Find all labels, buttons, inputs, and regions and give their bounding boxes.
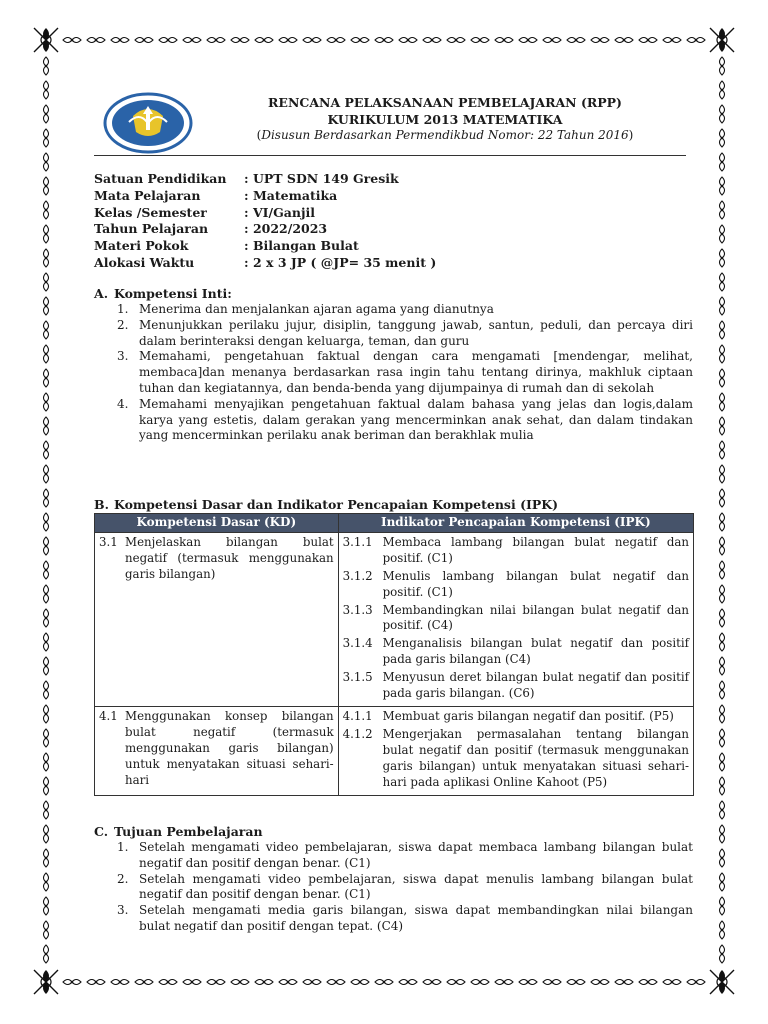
ipk-cell: [338, 706, 693, 795]
list-item: 4. Memahami menyajikan pengetahuan faktual dalam bahasa yang jelas dan logis,dalam karya yang estetis, dalam gerakan yang mencerminkan anak sehat, dan dalam tindakan yang mencerminkan perilaku anak beriman dan berakhlak mulia: [117, 396, 693, 443]
tujuan-pembelajaran-list: [117, 840, 693, 935]
kd-cell: 4.1 Menggunakan konsep bilangan bulat negatif (termasuk menggunakan garis bilangan) untuk menyatakan situasi sehari-hari: [95, 706, 339, 795]
border-ornament: [44, 945, 49, 963]
border-ornament: [183, 38, 201, 43]
section-b-heading: B. Kompetensi Dasar dan Indikator Pencapaian Kompetensi (IPK): [94, 497, 559, 512]
border-ornament: [159, 38, 177, 43]
border-ornament: [44, 465, 49, 483]
border-ornament: [663, 38, 681, 43]
border-ornament: [63, 38, 81, 43]
border-ornament: [303, 38, 321, 43]
identity-row: Materi Pokok : Bilangan Bulat: [94, 238, 359, 254]
border-ornament: [231, 38, 249, 43]
border-ornament: [720, 921, 725, 939]
border-ornament: [44, 873, 49, 891]
border-ornament: [44, 105, 49, 123]
border-ornament: [567, 980, 585, 985]
border-ornament: [720, 417, 725, 435]
border-ornament: [44, 57, 49, 75]
border-ornament: [720, 201, 725, 219]
border-ornament: [375, 38, 393, 43]
border-ornament: [255, 38, 273, 43]
border-ornament: [495, 38, 513, 43]
document-title: RENCANA PELAKSANAAN PEMBELAJARAN (RPP): [268, 95, 622, 110]
border-ornament: [44, 153, 49, 171]
border-ornament: [375, 980, 393, 985]
table-row: [95, 532, 694, 706]
ipk-item: 3.1.4 Menganalisis bilangan bulat negatif dan positif pada garis bilangan (C4): [342, 636, 689, 667]
border-ornament: [447, 38, 465, 43]
border-ornament: [519, 38, 537, 43]
border-ornament: [44, 825, 49, 843]
list-item: 3. Setelah mengamati media garis bilangan, siswa dapat membandingkan nilai bilangan bulat negatif dan positif dengan tepat. (C4): [117, 903, 693, 933]
border-ornament: [44, 561, 49, 579]
border-ornament: [44, 129, 49, 147]
border-ornament: [231, 980, 249, 985]
border-ornament: [423, 38, 441, 43]
border-ornament: [720, 273, 725, 291]
border-ornament: [44, 489, 49, 507]
header-divider: [94, 155, 686, 156]
border-ornament: [720, 753, 725, 771]
border-ornament: [720, 105, 725, 123]
border-ornament: [720, 249, 725, 267]
border-ornament: [207, 980, 225, 985]
border-ornament: [87, 980, 105, 985]
border-ornament: [327, 980, 345, 985]
border-ornament: [687, 38, 705, 43]
border-ornament: [720, 489, 725, 507]
border-ornament: [87, 38, 105, 43]
border-ornament: [720, 321, 725, 339]
tut-wuri-handayani-logo: [103, 92, 193, 154]
border-ornament: [720, 681, 725, 699]
border-ornament: [720, 537, 725, 555]
border-ornament: [495, 980, 513, 985]
border-ornament: [44, 249, 49, 267]
border-ornament: [44, 921, 49, 939]
border-ornament: [399, 980, 417, 985]
border-ornament: [44, 729, 49, 747]
border-ornament: [44, 585, 49, 603]
identity-row: Kelas /Semester : VI/Ganjil: [94, 204, 315, 220]
border-ornament: [135, 980, 153, 985]
border-ornament: [519, 980, 537, 985]
border-ornament: [44, 177, 49, 195]
border-ornament: [44, 345, 49, 363]
border-ornament: [720, 81, 725, 99]
border-ornament: [159, 980, 177, 985]
list-item: 2. Menunjukkan perilaku jujur, disiplin, tanggung jawab, santun, peduli, dan percaya diri dalam berinteraksi dengan keluarga, teman, dan guru: [117, 317, 693, 348]
border-ornament: [663, 980, 681, 985]
border-ornament: [44, 753, 49, 771]
border-ornament: [720, 441, 725, 459]
border-ornament: [720, 465, 725, 483]
border-ornament: [720, 129, 725, 147]
border-ornament: [543, 980, 561, 985]
border-ornament: [44, 705, 49, 723]
border-ornament: [591, 980, 609, 985]
border-ornament: [63, 980, 81, 985]
border-ornament: [255, 980, 273, 985]
border-ornament: [720, 561, 725, 579]
document-reference: (Disusun Berdasarkan Permendikbud Nomor: 22 Tahun 2016): [256, 128, 634, 142]
border-ornament: [720, 393, 725, 411]
column-header-kd: Kompetensi Dasar (KD): [95, 514, 339, 533]
border-ornament: [279, 38, 297, 43]
border-ornament: [399, 38, 417, 43]
border-ornament: [44, 225, 49, 243]
border-ornament: [471, 980, 489, 985]
table-row: [95, 706, 694, 795]
border-ornament: [720, 177, 725, 195]
border-ornament: [687, 980, 705, 985]
ipk-item: 4.1.2 Mengerjakan permasalahan tentang bilangan bulat negatif dan positif (termasuk menggunakan garis bilangan) untuk menyatakan situasi sehari-hari pada aplikasi Online Kahoot (P5): [342, 726, 689, 789]
identity-row: Tahun Pelajaran : 2022/2023: [94, 221, 328, 237]
border-ornament: [720, 873, 725, 891]
border-ornament: [44, 81, 49, 99]
border-ornament: [720, 513, 725, 531]
border-ornament: [44, 297, 49, 315]
border-ornament: [720, 297, 725, 315]
column-header-ipk: Indikator Pencapaian Kompetensi (IPK): [338, 514, 693, 533]
border-ornament: [720, 609, 725, 627]
identity-block: [94, 171, 436, 272]
border-ornament: [591, 38, 609, 43]
border-ornament: [44, 393, 49, 411]
border-ornament: [615, 38, 633, 43]
border-ornament: [720, 801, 725, 819]
border-ornament: [351, 980, 369, 985]
border-ornament: [720, 585, 725, 603]
border-ornament: [44, 849, 49, 867]
border-ornament: [44, 417, 49, 435]
border-ornament: [720, 705, 725, 723]
border-ornament: [720, 153, 725, 171]
border-ornament: [44, 369, 49, 387]
border-ornament: [207, 38, 225, 43]
border-ornament: [44, 321, 49, 339]
border-ornament: [423, 980, 441, 985]
border-ornament: [615, 980, 633, 985]
ipk-item: 3.1.2 Menulis lambang bilangan bulat negatif dan positif. (C1): [342, 568, 689, 599]
kd-ipk-table: [94, 513, 694, 796]
border-ornament: [720, 225, 725, 243]
border-ornament: [44, 273, 49, 291]
border-ornament: [720, 825, 725, 843]
border-ornament: [447, 980, 465, 985]
border-ornament: [183, 980, 201, 985]
border-ornament: [44, 513, 49, 531]
border-ornament: [44, 441, 49, 459]
identity-row: Mata Pelajaran : Matematika: [94, 187, 338, 203]
border-ornament: [44, 633, 49, 651]
identity-row: Alokasi Waktu : 2 x 3 JP ( @JP= 35 menit ): [94, 254, 437, 270]
list-item: 1. Setelah mengamati video pembelajaran, siswa dapat membaca lambang bilangan bulat negatif dan positif dengan benar. (C1): [117, 840, 693, 870]
border-ornament: [639, 38, 657, 43]
border-ornament: [720, 345, 725, 363]
border-ornament: [720, 369, 725, 387]
border-ornament: [351, 38, 369, 43]
border-ornament: [135, 38, 153, 43]
ipk-item: 3.1.3 Membandingkan nilai bilangan bulat negatif dan positif. (C4): [342, 602, 689, 633]
border-ornament: [720, 945, 725, 963]
border-ornament: [111, 980, 129, 985]
border-ornament: [44, 681, 49, 699]
border-ornament: [720, 57, 725, 75]
border-ornament: [44, 897, 49, 915]
list-item: 3. Memahami, pengetahuan faktual dengan cara mengamati [mendengar, melihat, membaca]dan menanya berdasarkan rasa ingin tahu tentang dirinya, makhluk ciptaan tuhan dan kegiatannya, dan benda-benda yang dijumpainya di rumah dan di sekolah: [117, 349, 693, 395]
section-a-heading: A. Kompetensi Inti:: [94, 286, 232, 301]
border-ornament: [639, 980, 657, 985]
border-ornament: [327, 38, 345, 43]
border-ornament: [44, 657, 49, 675]
border-ornament: [44, 801, 49, 819]
border-ornament: [567, 38, 585, 43]
list-item: 2. Setelah mengamati video pembelajaran, siswa dapat menulis lambang bilangan bulat negatif dan positif dengan benar. (C1): [117, 871, 693, 902]
table-header-row: [95, 514, 694, 533]
section-c-heading: C. Tujuan Pembelajaran: [94, 824, 263, 839]
ipk-item: 3.1.5 Menyusun deret bilangan bulat negatif dan positif pada garis bilangan. (C6): [342, 670, 689, 701]
kompetensi-inti-list: [117, 302, 693, 444]
border-ornament: [44, 537, 49, 555]
ipk-cell: [338, 532, 693, 706]
border-ornament: [720, 897, 725, 915]
border-ornament: [44, 609, 49, 627]
border-ornament: [720, 729, 725, 747]
border-ornament: [279, 980, 297, 985]
border-ornament: [471, 38, 489, 43]
identity-row: Satuan Pendidikan : UPT SDN 149 Gresik: [94, 171, 399, 186]
border-ornament: [720, 657, 725, 675]
border-ornament: [303, 980, 321, 985]
border-ornament: [720, 777, 725, 795]
ipk-item: 3.1.1 Membaca lambang bilangan bulat negatif dan positif. (C1): [342, 534, 689, 565]
document-subtitle: KURIKULUM 2013 MATEMATIKA: [327, 112, 563, 127]
kd-cell: 3.1 Menjelaskan bilangan bulat negatif (termasuk menggunakan garis bilangan): [95, 532, 339, 706]
border-ornament: [44, 201, 49, 219]
ipk-item: 4.1.1 Membuat garis bilangan negatif dan positif. (P5): [342, 708, 674, 723]
border-ornament: [720, 633, 725, 651]
border-ornament: [44, 777, 49, 795]
border-ornament: [720, 849, 725, 867]
border-ornament: [111, 38, 129, 43]
border-ornament: [543, 38, 561, 43]
list-item: 1. Menerima dan menjalankan ajaran agama yang dianutnya: [117, 302, 494, 316]
